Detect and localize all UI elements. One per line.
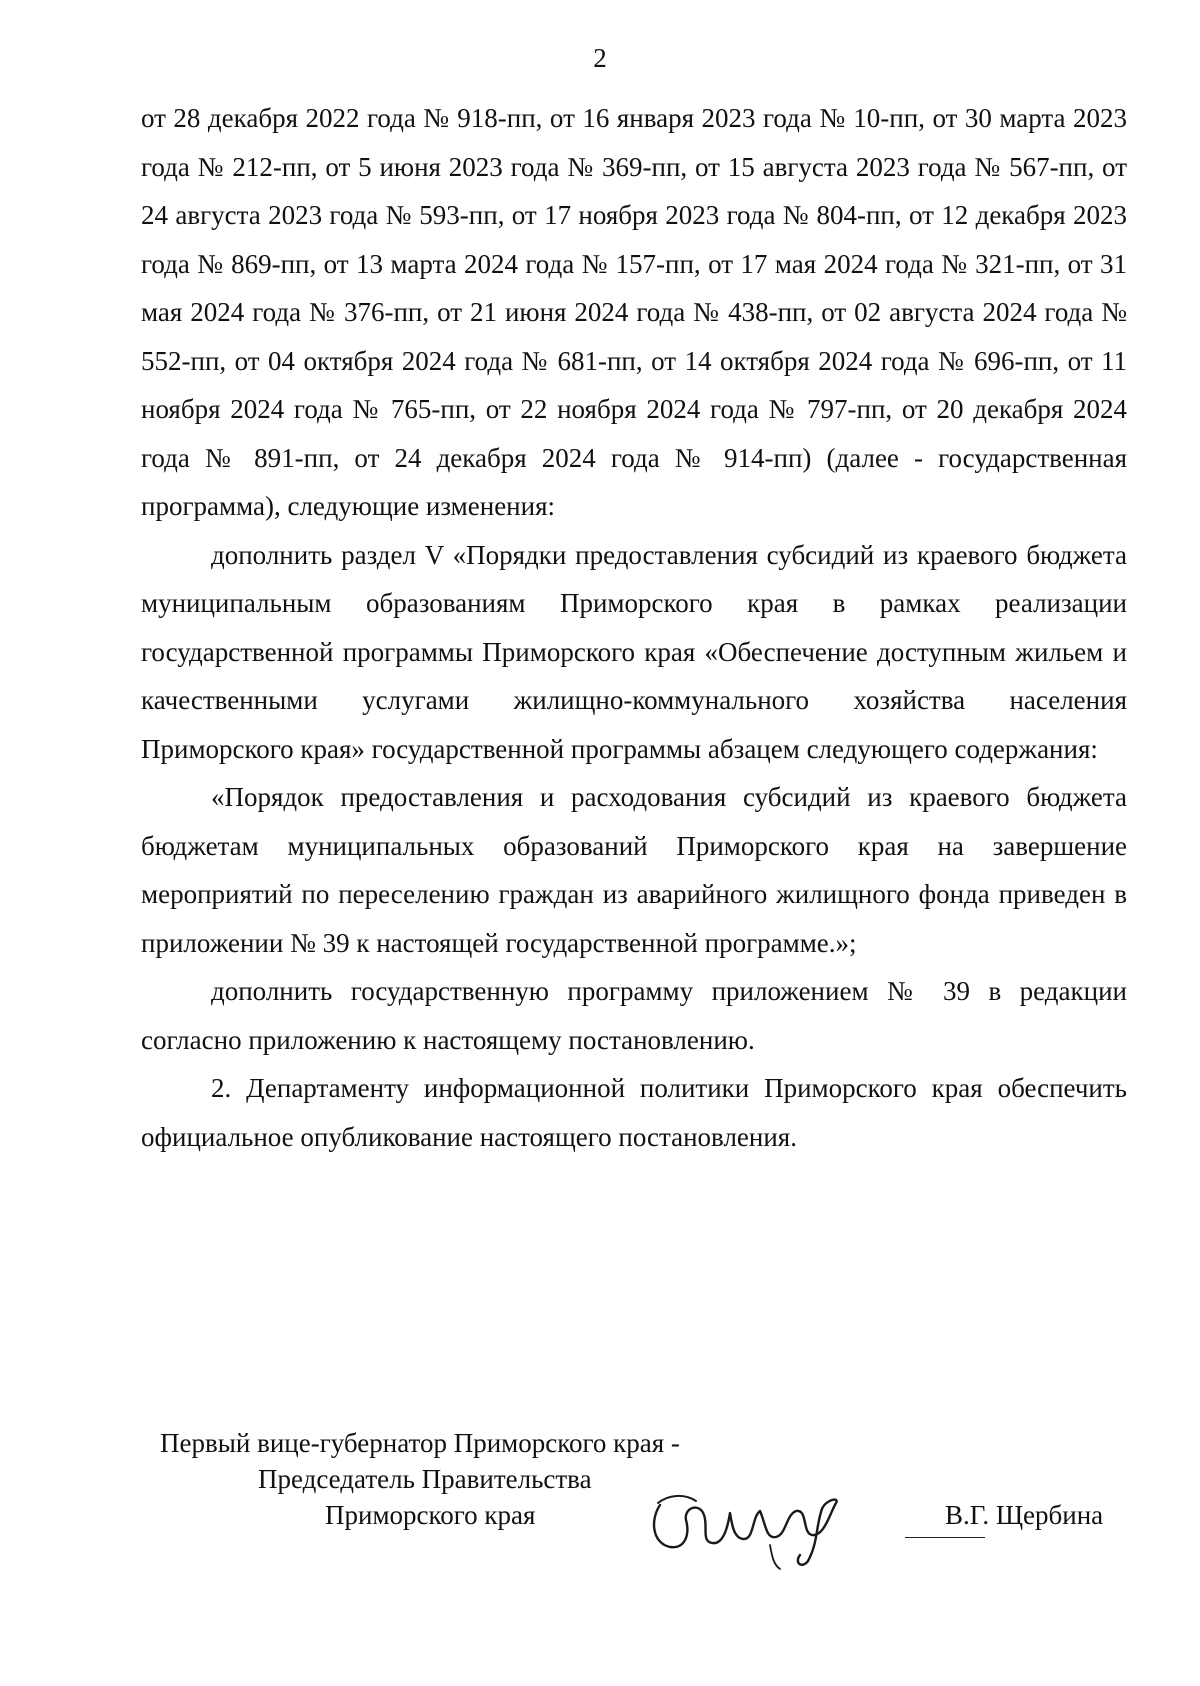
paragraph-appendix-39: дополнить государственную программу приложением № 39 в редакции согласно приложению к настоящему постановлению. xyxy=(141,976,1127,1055)
handwritten-signature xyxy=(640,1465,860,1575)
paragraph-quoted-order: «Порядок предоставления и расходования субсидий из краевого бюджета бюджетам муниципальных образований Приморского края на завершение мероприятий по переселению граждан из аварийного жилищного фонда приведен в приложении № 39 к настоящей государственной программе.»; xyxy=(141,782,1127,958)
signer-title-line-2: Председатель Правительства xyxy=(258,1464,592,1494)
document-body xyxy=(141,94,1127,1161)
paragraph-amendments-list: от 28 декабря 2022 года № 918-пп, от 16 января 2023 года № 10-пп, от 30 марта 2023 года № 212-пп, от 5 июня 2023 года № 369-пп, от 15 августа 2023 года № 567-пп, от 24 августа 2023 года № 593-пп, от 17 ноября 2023 года № 804-пп, от 12 декабря 2023 года № 869-пп, от 13 марта 2024 года № 157-пп, от 17 мая 2024 года № 321-пп, от 31 мая 2024 года № 376-пп, от 21 июня 2024 года № 438-пп, от 02 августа 2024 года № 552-пп, от 04 октября 2024 года № 681-пп, от 14 октября 2024 года № 696-пп, от 11 ноября 2024 года № 765-пп, от 22 ноября 2024 года № 797-пп, от 20 декабря 2024 года № 891-пп, от 24 декабря 2024 года № 914-пп) (далее - государственная программа), следующие изменения: xyxy=(141,103,1127,521)
page-number: 2 xyxy=(593,43,607,73)
paragraph-section-v: дополнить раздел V «Порядки предоставления субсидий из краевого бюджета муниципальным образованиям Приморского края в рамках реализации государственной программы Приморского края «Обеспечение доступным жильем и качественными услугами жилищно-коммунального хозяйства населения Приморского края» государственной программы абзацем следующего содержания: xyxy=(141,539,1127,764)
signature-block xyxy=(0,1425,1200,1545)
signer-underline xyxy=(905,1537,985,1538)
signer-name: В.Г. Щербина xyxy=(945,1500,1104,1530)
signer-title-line-1: Первый вице-губернатор Приморского края - xyxy=(160,1428,680,1458)
signer-title-line-3: Приморского края xyxy=(325,1500,536,1530)
paragraph-point-2: 2. Департаменту информационной политики Приморского края обеспечить официальное опубликование настоящего постановления. xyxy=(141,1073,1127,1152)
